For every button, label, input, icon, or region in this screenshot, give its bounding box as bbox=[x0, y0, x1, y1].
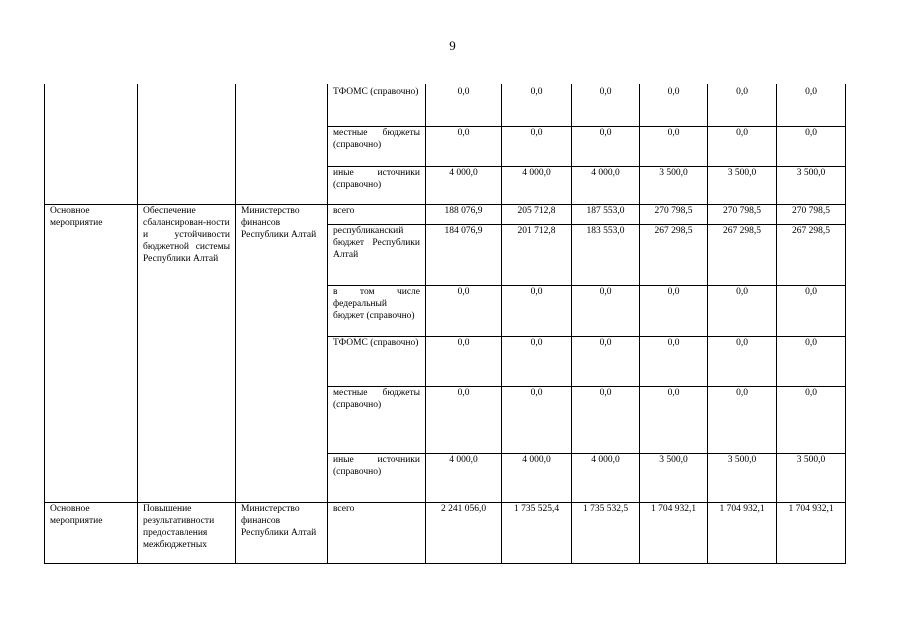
value-cell: 4 000,0 bbox=[572, 166, 640, 204]
value-cell: 2 241 056,0 bbox=[426, 502, 502, 563]
source-cell: иные источники (справочно) bbox=[328, 166, 426, 204]
value-cell: 0,0 bbox=[640, 84, 708, 126]
value-cell: 0,0 bbox=[502, 126, 572, 166]
activity-name-cell: Повышение результативности предоставления межбюджетных bbox=[138, 502, 236, 563]
value-cell: 183 553,0 bbox=[572, 224, 640, 285]
value-cell: 0,0 bbox=[426, 386, 502, 453]
value-cell: 0,0 bbox=[502, 84, 572, 126]
value-cell: 270 798,5 bbox=[777, 204, 846, 224]
activity-name-cell bbox=[138, 84, 236, 204]
value-cell: 4 000,0 bbox=[572, 453, 640, 502]
source-cell: в том числе федеральный бюджет (справочно) bbox=[328, 285, 426, 336]
executor-cell: Министерство финансов Республики Алтай bbox=[236, 502, 328, 563]
value-cell: 0,0 bbox=[572, 126, 640, 166]
value-cell: 205 712,8 bbox=[502, 204, 572, 224]
value-cell: 0,0 bbox=[502, 336, 572, 386]
value-cell: 267 298,5 bbox=[640, 224, 708, 285]
value-cell: 4 000,0 bbox=[426, 453, 502, 502]
value-cell: 0,0 bbox=[502, 285, 572, 336]
table-row bbox=[45, 204, 846, 224]
value-cell: 0,0 bbox=[572, 386, 640, 453]
page-number: 9 bbox=[449, 38, 456, 53]
source-cell: местные бюджеты (справочно) bbox=[328, 386, 426, 453]
executor-cell: Министерство финансов Республики Алтай bbox=[236, 204, 328, 502]
value-cell: 188 076,9 bbox=[426, 204, 502, 224]
value-cell: 267 298,5 bbox=[777, 224, 846, 285]
value-cell: 270 798,5 bbox=[708, 204, 777, 224]
budget-table bbox=[44, 84, 846, 564]
source-cell: иные источники (справочно) bbox=[328, 453, 426, 502]
source-cell: всего bbox=[328, 204, 426, 224]
value-cell: 0,0 bbox=[572, 336, 640, 386]
value-cell: 0,0 bbox=[708, 285, 777, 336]
source-cell: всего bbox=[328, 502, 426, 563]
value-cell: 0,0 bbox=[426, 84, 502, 126]
value-cell: 0,0 bbox=[640, 126, 708, 166]
activity-name-cell: Обеспечение сбалансирован-ности и устойчивости бюджетной системы Республики Алтай bbox=[138, 204, 236, 502]
table-row bbox=[45, 502, 846, 563]
value-cell: 4 000,0 bbox=[426, 166, 502, 204]
value-cell: 0,0 bbox=[777, 285, 846, 336]
value-cell: 201 712,8 bbox=[502, 224, 572, 285]
value-cell: 0,0 bbox=[426, 336, 502, 386]
value-cell: 3 500,0 bbox=[708, 166, 777, 204]
value-cell: 4 000,0 bbox=[502, 453, 572, 502]
value-cell: 1 735 532,5 bbox=[572, 502, 640, 563]
value-cell: 184 076,9 bbox=[426, 224, 502, 285]
value-cell: 3 500,0 bbox=[640, 166, 708, 204]
source-cell: ТФОМС (справочно) bbox=[328, 336, 426, 386]
value-cell: 0,0 bbox=[777, 386, 846, 453]
value-cell: 270 798,5 bbox=[640, 204, 708, 224]
activity-type-cell bbox=[45, 84, 138, 204]
value-cell: 0,0 bbox=[708, 126, 777, 166]
value-cell: 0,0 bbox=[502, 386, 572, 453]
value-cell: 187 553,0 bbox=[572, 204, 640, 224]
value-cell: 0,0 bbox=[777, 126, 846, 166]
activity-type-cell: Основное мероприятие bbox=[45, 502, 138, 563]
executor-cell bbox=[236, 84, 328, 204]
source-cell: республиканский бюджет Республики Алтай bbox=[328, 224, 426, 285]
value-cell: 0,0 bbox=[640, 285, 708, 336]
value-cell: 0,0 bbox=[777, 336, 846, 386]
source-cell: ТФОМС (справочно) bbox=[328, 84, 426, 126]
value-cell: 0,0 bbox=[426, 285, 502, 336]
value-cell: 0,0 bbox=[426, 126, 502, 166]
value-cell: 267 298,5 bbox=[708, 224, 777, 285]
value-cell: 0,0 bbox=[572, 285, 640, 336]
value-cell: 1 704 932,1 bbox=[640, 502, 708, 563]
value-cell: 4 000,0 bbox=[502, 166, 572, 204]
table-row bbox=[45, 84, 846, 126]
source-cell: местные бюджеты (справочно) bbox=[328, 126, 426, 166]
value-cell: 1 735 525,4 bbox=[502, 502, 572, 563]
value-cell: 3 500,0 bbox=[708, 453, 777, 502]
value-cell: 3 500,0 bbox=[777, 166, 846, 204]
value-cell: 0,0 bbox=[708, 84, 777, 126]
value-cell: 0,0 bbox=[572, 84, 640, 126]
value-cell: 0,0 bbox=[708, 336, 777, 386]
value-cell: 0,0 bbox=[640, 336, 708, 386]
value-cell: 3 500,0 bbox=[777, 453, 846, 502]
activity-type-cell: Основное мероприятие bbox=[45, 204, 138, 502]
value-cell: 3 500,0 bbox=[640, 453, 708, 502]
value-cell: 1 704 932,1 bbox=[777, 502, 846, 563]
value-cell: 0,0 bbox=[777, 84, 846, 126]
value-cell: 0,0 bbox=[640, 386, 708, 453]
value-cell: 1 704 932,1 bbox=[708, 502, 777, 563]
value-cell: 0,0 bbox=[708, 386, 777, 453]
